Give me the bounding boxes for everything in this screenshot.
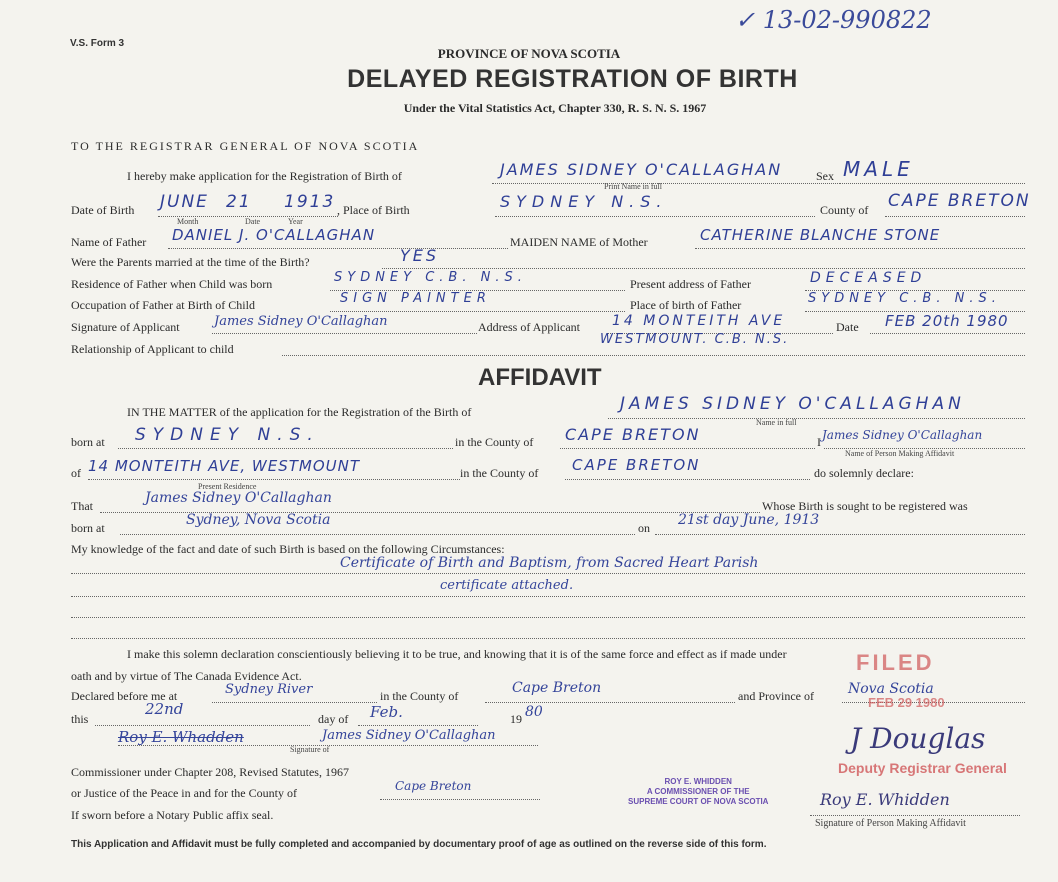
day-of-value: Feb. (370, 703, 403, 721)
born-at2-line (120, 534, 635, 535)
affidavit-heading: AFFIDAVIT (478, 364, 602, 391)
sex-label: Sex (816, 169, 834, 183)
commissioner-stamp-line-2: A COMMISSIONER OF THE (646, 787, 750, 796)
declaration-line-1: I make this solemn declaration conscientiously believing it to be true, and knowing that it is of the same force and effect as if made under (127, 647, 787, 661)
declared-at-value: Sydney River (225, 682, 313, 697)
sig-app-line (212, 333, 477, 334)
occupation-value: SIGN PAINTER (340, 291, 491, 306)
filed-date-stamp: FEB 29 1980 (868, 695, 945, 710)
place-father-label: Place of birth of Father (630, 298, 742, 312)
page-subtitle: Under the Vital Statistics Act, Chapter 330, R. S. N. S. 1967 (403, 101, 707, 115)
registration-number: ✓ 13-02-990822 (735, 6, 932, 34)
date-caption: Date (245, 217, 261, 226)
commissioner-label: Commissioner under Chapter 208, Revised Statutes, 1967 (71, 765, 349, 779)
married-label: Were the Parents married at the time of the Birth? (71, 255, 310, 269)
commissioner-signature: Roy E. Whidden (820, 790, 950, 809)
apply-label: I hereby make application for the Registration of Birth of (127, 169, 402, 183)
relationship-line (282, 355, 1025, 356)
month-caption: Month (177, 217, 199, 226)
occupation-line (330, 311, 625, 312)
date-line (870, 333, 1025, 334)
i-label: I (817, 435, 821, 449)
aff-residence-value: 14 MONTEITH AVE, WESTMOUNT (88, 457, 360, 475)
place-of-birth-label: , Place of Birth (337, 203, 410, 217)
on-line (655, 534, 1025, 535)
print-name-caption: Print Name in full (604, 182, 662, 191)
date-label: Date (836, 320, 859, 334)
maiden-label: MAIDEN NAME of Mother (510, 235, 648, 249)
addr-app-value-2: WESTMOUNT. C.B. N.S. (600, 332, 790, 347)
aff-person-value: James Sidney O'Callaghan (822, 428, 983, 442)
in-county-label: in the County of (455, 435, 534, 449)
sig-of-caption: Signature of (290, 745, 330, 754)
father-line (168, 248, 508, 249)
date-value: FEB 20th 1980 (885, 312, 1009, 330)
sig-person-caption: Signature of Person Making Affidavit (815, 818, 966, 829)
sex-value: MALE (843, 157, 914, 181)
present-residence-caption: Present Residence (198, 482, 257, 491)
on-value: 21st day June, 1913 (678, 512, 820, 528)
this-day-line (95, 725, 310, 726)
relationship-label: Relationship of Applicant to child (71, 342, 234, 356)
circ-line-2 (71, 596, 1025, 597)
aff-residence-line (88, 479, 460, 480)
sig-person-line (810, 815, 1020, 816)
sex-line (840, 183, 1025, 184)
commissioner-stamp (628, 777, 768, 807)
nineteen-label: 19 (510, 712, 522, 726)
name-in-full-caption: Name in full (756, 418, 797, 427)
person-making-caption: Name of Person Making Affidavit (845, 449, 955, 458)
commissioner-stamp-line-1: ROY E. WHIDDEN (664, 777, 732, 786)
father-value: DANIEL J. O'CALLAGHAN (172, 226, 376, 244)
justice-county-value: Cape Breton (395, 779, 472, 793)
in-county3-label: in the County of (380, 689, 459, 703)
deputy-signature: J Douglas (850, 722, 986, 755)
day-of-label: day of (318, 712, 349, 726)
place-value: SYDNEY N.S. (500, 192, 668, 211)
father-label: Name of Father (71, 235, 147, 249)
struck-name: Roy E. Whadden (118, 728, 244, 746)
that-value: James Sidney O'Callaghan (145, 490, 332, 506)
aff-born-value: SYDNEY N.S. (135, 425, 320, 445)
born-at-line (118, 448, 453, 449)
addr-app-value: 14 MONTEITH AVE (612, 313, 786, 329)
circ-value-2: certificate attached. (440, 578, 574, 593)
declared-line (212, 702, 377, 703)
dob-month: JUNE (160, 192, 209, 212)
circ-line-4 (71, 638, 1025, 639)
circ-line-1 (71, 573, 1025, 574)
notary-label: If sworn before a Notary Public affix seal. (71, 808, 274, 822)
place-father-value: SYDNEY C.B. N.S. (808, 291, 1001, 306)
aff-county-line (560, 448, 815, 449)
year-caption: Year (288, 217, 303, 226)
filed-stamp: FILED (856, 650, 935, 675)
whose-birth-label: Whose Birth is sought to be registered was (762, 499, 968, 513)
sig-witness-value: James Sidney O'Callaghan (322, 728, 496, 743)
res-father-label: Residence of Father when Child was born (71, 277, 273, 291)
circ-line-3 (71, 617, 1025, 618)
declaration-line-2: oath and by virtue of The Canada Evidence Act. (71, 669, 302, 683)
province-heading: PROVINCE OF NOVA SCOTIA (437, 46, 621, 61)
mother-value: CATHERINE BLANCHE STONE (700, 226, 941, 244)
dob-day: 21 (226, 192, 252, 212)
dob-label: Date of Birth (71, 203, 135, 217)
married-value: YES (400, 246, 440, 265)
commissioner-stamp-line-3: SUPREME COURT OF NOVA SCOTIA (628, 797, 769, 806)
county-line (885, 216, 1025, 217)
year-suffix-value: 80 (525, 704, 543, 720)
present-addr-label: Present address of Father (630, 277, 751, 291)
aff-county2-line (565, 479, 810, 480)
in-county2-label: in the County of (460, 466, 539, 480)
page-title: DELAYED REGISTRATION OF BIRTH (347, 65, 798, 93)
footer-note: This Application and Affidavit must be fully completed and accompanied by documentary proof of age as outlined on the reverse side of this form. (71, 839, 767, 850)
that-label: That (71, 499, 93, 513)
mother-line (695, 248, 1025, 249)
born-at-label: born at (71, 435, 105, 449)
aff-county-value: CAPE BRETON (565, 425, 701, 444)
form-id: V.S. Form 3 (70, 38, 125, 49)
aff-county2-value: CAPE BRETON (572, 456, 701, 474)
knowledge-label: My knowledge of the fact and date of such Birth is based on the following Circumstances: (71, 542, 505, 556)
county-value: CAPE BRETON (888, 191, 1031, 211)
matter-label: IN THE MATTER of the application for the Registration of the Birth of (127, 405, 472, 419)
aff-name-line (608, 418, 1025, 419)
declared-county-line (485, 702, 735, 703)
of-label: of (71, 466, 81, 480)
born-at2-label: born at (71, 521, 105, 535)
sig-app-label: Signature of Applicant (71, 320, 180, 334)
province-of-label: and Province of (738, 689, 814, 703)
this-day-value: 22nd (145, 700, 184, 718)
circ-value-1: Certificate of Birth and Baptism, from Sacred Heart Parish (340, 555, 759, 571)
on-label: on (638, 521, 650, 535)
child-name-value: JAMES SIDNEY O'CALLAGHAN (500, 160, 783, 179)
res-father-value: SYDNEY C.B. N.S. (334, 270, 527, 285)
county-label: County of (820, 203, 869, 217)
deputy-stamp: Deputy Registrar General (838, 760, 1007, 776)
declared-label: Declared before me at (71, 689, 178, 703)
married-line (382, 268, 1025, 269)
justice-label: or Justice of the Peace in and for the County of (71, 786, 297, 800)
solemnly-label: do solemnly declare: (814, 466, 914, 480)
name-line (492, 183, 840, 184)
present-addr-value: DECEASED (810, 270, 927, 286)
occupation-label: Occupation of Father at Birth of Child (71, 298, 255, 312)
day-of-line (358, 725, 478, 726)
declared-province-value: Nova Scotia (848, 681, 934, 697)
aff-name-value: JAMES SIDNEY O'CALLAGHAN (620, 394, 965, 414)
this-label: this (71, 712, 89, 726)
dob-year: 1913 (284, 192, 336, 212)
declared-county-value: Cape Breton (512, 680, 602, 696)
born-at-value: Sydney, Nova Scotia (186, 512, 331, 528)
addr-app-label: Address of Applicant (478, 320, 580, 334)
justice-line (380, 799, 540, 800)
sig-app-value: James Sidney O'Callaghan (214, 314, 388, 329)
place-line (495, 216, 815, 217)
to-registrar-line: TO THE REGISTRAR GENERAL OF NOVA SCOTIA (71, 139, 420, 153)
